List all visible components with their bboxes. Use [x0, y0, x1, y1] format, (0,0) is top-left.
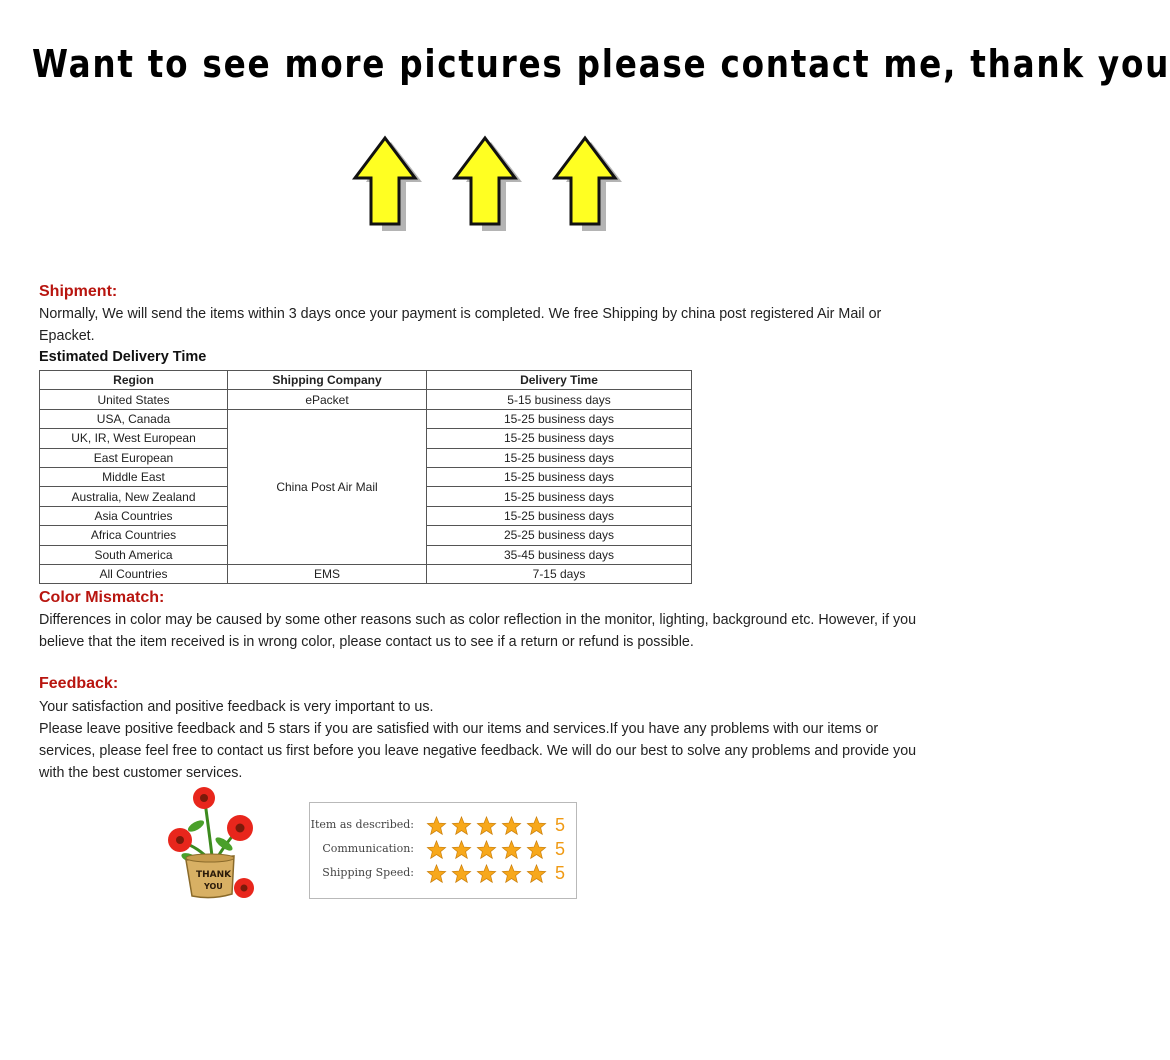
feedback-line-2: Please leave positive feedback and 5 stars if you are satisfied with our items and services.If you have any problems with our items or services, please feel free to contact us first before you leave negative feedback. We will do our best to solve any problems and provide you with the best customer services.: [39, 721, 917, 781]
region-cell: UK, IR, West European: [40, 429, 228, 448]
arrow-group: [0, 130, 960, 240]
rating-row: [310, 863, 576, 885]
company-cell: EMS: [228, 564, 427, 583]
color-mismatch-text: Differences in color may be caused by some other reasons such as color reflection in the monitor, lighting, background etc. However, if you believe that the item received is in wrong color, please contact us to see if a return or refund is possible.: [39, 612, 917, 650]
star-icon: [500, 864, 523, 884]
star-icon: [500, 816, 523, 836]
region-cell: All Countries: [40, 564, 228, 583]
star-icon: [450, 816, 473, 836]
time-cell: 15-25 business days: [427, 409, 692, 428]
table-row: [40, 564, 692, 583]
region-cell: Africa Countries: [40, 526, 228, 545]
time-cell: 35-45 business days: [427, 545, 692, 564]
star-icon: [475, 864, 498, 884]
rating-row: [310, 839, 576, 861]
star-icon: [425, 840, 448, 860]
rating-label: Shipping Speed:: [322, 866, 414, 879]
table-row: [40, 390, 692, 409]
rating-stars: [425, 864, 550, 884]
region-cell: Australia, New Zealand: [40, 487, 228, 506]
rating-stars: [425, 816, 550, 836]
star-icon: [475, 816, 498, 836]
time-cell: 7-15 days: [427, 564, 692, 583]
column-header-delivery-time: Delivery Time: [427, 371, 692, 390]
company-cell: ePacket: [228, 390, 427, 409]
star-icon: [525, 864, 548, 884]
time-cell: 15-25 business days: [427, 487, 692, 506]
delivery-time-table: [39, 370, 692, 584]
up-arrow-icon: [452, 136, 518, 226]
time-cell: 15-25 business days: [427, 506, 692, 525]
color-mismatch-title: Color Mismatch:: [39, 589, 165, 606]
time-cell: 15-25 business days: [427, 467, 692, 486]
time-cell: 5-15 business days: [427, 390, 692, 409]
shipment-title: Shipment:: [39, 283, 118, 300]
rating-score: 5: [555, 815, 566, 835]
banner-heading: Want to see more pictures please contact me, thank you: [32, 42, 1170, 86]
delivery-table-title: Estimated Delivery Time: [39, 349, 207, 365]
region-cell: South America: [40, 545, 228, 564]
flower-pot-icon: [160, 784, 270, 904]
star-icon: [425, 864, 448, 884]
feedback-title: Feedback:: [39, 675, 119, 692]
feedback-line-1: Your satisfaction and positive feedback is very important to us.: [39, 699, 434, 715]
region-cell: Middle East: [40, 467, 228, 486]
rating-row: [310, 815, 576, 837]
rating-stars: [425, 840, 550, 860]
column-header-region: Region: [40, 371, 228, 390]
region-cell: USA, Canada: [40, 409, 228, 428]
column-header-shipping-company: Shipping Company: [228, 371, 427, 390]
company-cell: China Post Air Mail: [228, 409, 427, 564]
time-cell: 15-25 business days: [427, 448, 692, 467]
shipment-text: Normally, We will send the items within 3 days once your payment is completed. We free Shipping by china post registered Air Mail or Epacket.: [39, 306, 882, 344]
thank-you-text: YOU: [204, 882, 223, 891]
star-icon: [525, 816, 548, 836]
star-icon: [450, 840, 473, 860]
table-row: [40, 409, 692, 428]
star-icon: [450, 864, 473, 884]
table-header-row: [40, 371, 692, 390]
region-cell: United States: [40, 390, 228, 409]
star-icon: [525, 840, 548, 860]
up-arrow-icon: [552, 136, 618, 226]
thank-you-text: THANK: [196, 870, 232, 880]
rating-score: 5: [555, 863, 566, 883]
rating-score: 5: [555, 839, 566, 859]
rating-label: Item as described:: [310, 818, 414, 831]
star-icon: [425, 816, 448, 836]
up-arrow-icon: [352, 136, 418, 226]
time-cell: 25-25 business days: [427, 526, 692, 545]
region-cell: East European: [40, 448, 228, 467]
star-icon: [500, 840, 523, 860]
seller-ratings-box: [309, 802, 577, 899]
rating-label: Communication:: [322, 842, 414, 855]
region-cell: Asia Countries: [40, 506, 228, 525]
time-cell: 15-25 business days: [427, 429, 692, 448]
star-icon: [475, 840, 498, 860]
